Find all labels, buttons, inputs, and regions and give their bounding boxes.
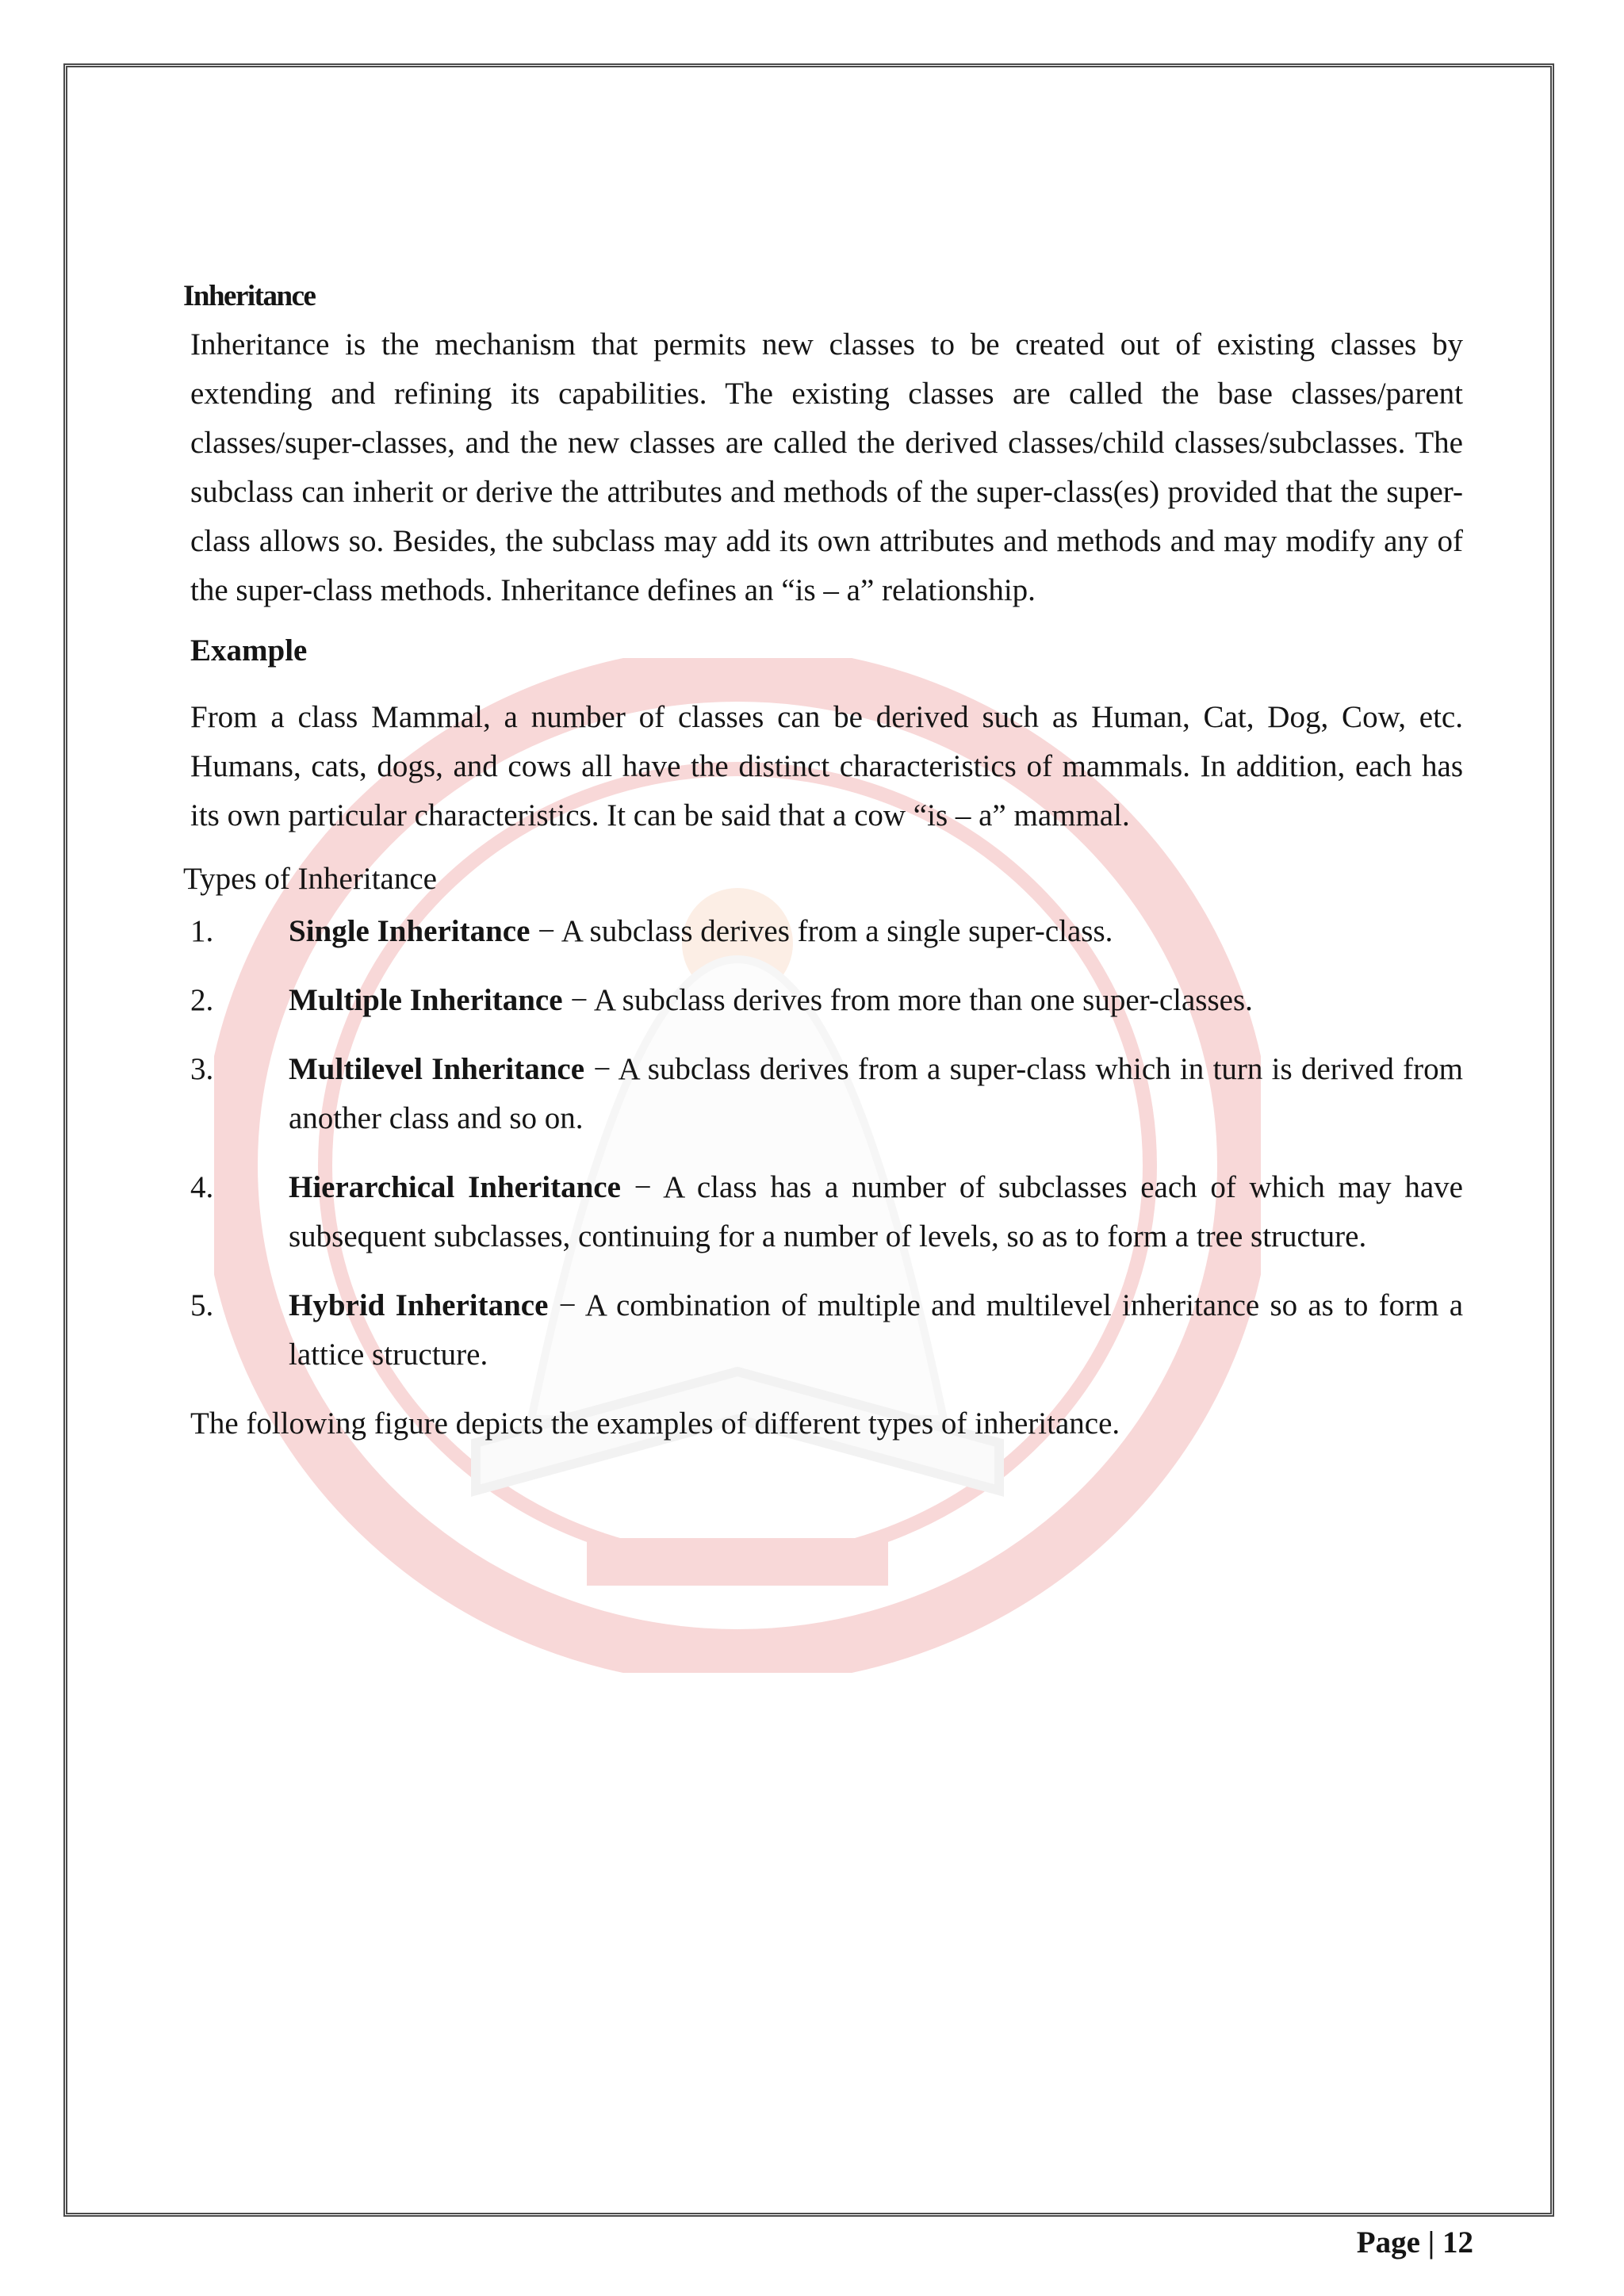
list-number: 3. [190,1052,214,1086]
section-heading: Inheritance [183,280,316,312]
list-item [190,907,1463,956]
example-heading: Example [190,633,308,668]
closing-paragraph: The following figure depicts the examples of different types of inheritance. [190,1406,1120,1441]
example-paragraph: From a class Mammal, a number of classes can be derived such as Human, Cat, Dog, Cow, etc. Humans, cats, dogs, and cows all have the distinct characteristics of mammals. In addition, each has its own particular characteristics. It can be said that a cow “is – a” mammal. [190,700,1463,832]
list-item [190,976,1463,1025]
list-description: − A class has a number of subclasses each of which may have subsequent subclasses, continuing for a number of levels, so as to form a tree structure. [289,1170,1463,1253]
list-term: Multiple Inheritance [289,983,563,1017]
list-term: Hierarchical Inheritance [289,1170,621,1204]
list-number: 2. [190,983,214,1017]
list-term: Single Inheritance [289,914,530,948]
types-heading: Types of Inheritance [183,862,437,896]
list-number: 5. [190,1288,214,1322]
page-number: Page | 12 [1356,2225,1473,2260]
list-term: Multilevel Inheritance [289,1052,585,1086]
list-number: 4. [190,1170,214,1204]
list-description: − A subclass derives from more than one super-classes. [562,983,1253,1017]
list-term: Hybrid Inheritance [289,1288,549,1322]
list-item [190,1281,1463,1380]
document-body [183,277,1463,1448]
list-description: − A subclass derives from a super-class which in turn is derived from another class and so on. [289,1052,1463,1135]
list-number: 1. [190,914,214,948]
inheritance-types-list [190,907,1463,1380]
list-description: − A combination of multiple and multilevel inheritance so as to form a lattice structure. [289,1288,1463,1372]
list-item [190,1045,1463,1143]
list-item [190,1163,1463,1261]
intro-paragraph: Inheritance is the mechanism that permits new classes to be created out of existing classes by extending and refining its capabilities. The existing classes are called the base classes/parent classes/super-classes, and the new classes are called the derived classes/child classes/subclasses. The subclass can inherit or derive the attributes and methods of the super-class(es) provided that the super-class allows so. Besides, the subclass may add its own attributes and methods and may modify any of the super-class methods. Inheritance defines an “is – a” relationship. [190,327,1463,607]
list-description: − A subclass derives from a single super-class. [530,914,1113,948]
